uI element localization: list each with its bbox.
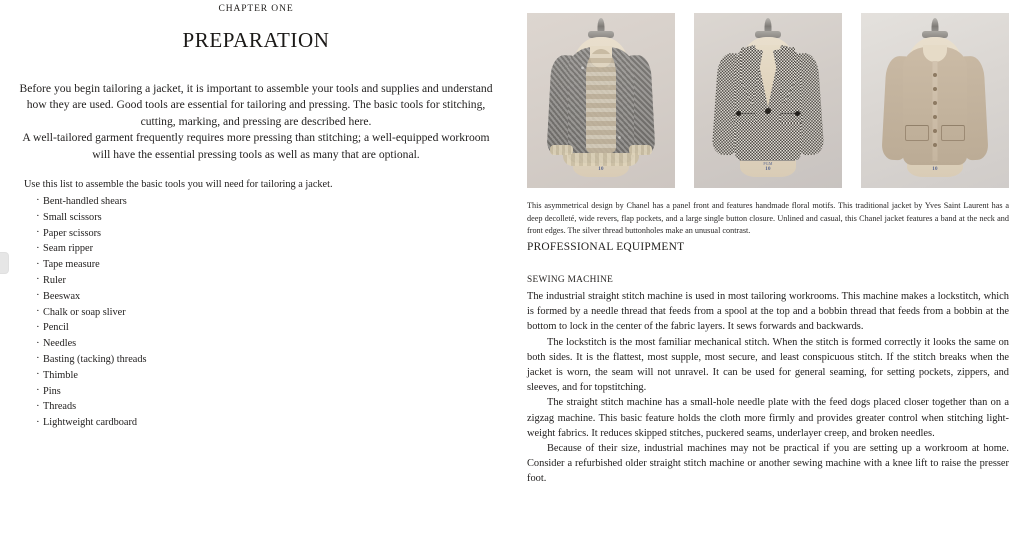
intro-paragraph-1: Before you begin tailoring a jacket, it is important to assemble your tools and supplies and understand how they are used. Good tools are essential for tailoring and pressing. The basic tools for stitching, cutting, marking, and pressing are described here. bbox=[19, 82, 493, 128]
body-paragraph-3: The straight stitch machine has a small-hole needle plate with the feed dogs placed closer together than on a zigzag machine. This basic feature holds the cloth more firmly and provides greater control when stitching light-weight fabrics. It reduces skipped stitches, puckered seams, underlayer creep, and broken needles. bbox=[527, 397, 1009, 439]
garment-patch-pocket-right bbox=[941, 125, 965, 141]
garment-lace-jacket bbox=[549, 47, 653, 163]
body-paragraph-2: The lockstitch is the most familiar mechanical stitch. When the stitch is formed correctly it looks the same on both sides. It is the flattest, most supple, most secure, and least conspicuous stitch. If the stitch breaks when the jacket is worn, the seam will not unravel. It can be used for general seaming, for setting pockets, zippers, and sleeves, and for topstitching. bbox=[527, 336, 1009, 394]
list-item: · Threads bbox=[36, 399, 512, 415]
garment-button bbox=[933, 115, 937, 119]
heading-professional-equipment: PROFESSIONAL EQUIPMENT bbox=[527, 241, 685, 253]
page-title: PREPARATION bbox=[182, 28, 330, 52]
garment-patch-pocket-left bbox=[905, 125, 929, 141]
chapter-label: CHAPTER ONE bbox=[218, 4, 294, 14]
figure-chanel-beige-jacket bbox=[861, 13, 1009, 188]
heading-sewing-machine: SEWING MACHINE bbox=[527, 275, 614, 285]
list-item: · Small scissors bbox=[36, 210, 512, 226]
list-item: · Thimble bbox=[36, 368, 512, 384]
intro-text bbox=[18, 81, 494, 163]
garment-button bbox=[933, 101, 937, 105]
garment-button bbox=[933, 143, 937, 147]
garment-lace-hem bbox=[563, 153, 639, 166]
list-item: · Ruler bbox=[36, 273, 512, 289]
right-column bbox=[512, 0, 1024, 538]
sewing-machine-body bbox=[527, 289, 1009, 487]
garment-cuff-right bbox=[629, 145, 652, 155]
garment-front-button bbox=[765, 108, 771, 114]
garment-cuff-left bbox=[550, 145, 573, 155]
list-item: · Needles bbox=[36, 336, 512, 352]
garment-button bbox=[933, 73, 937, 77]
list-item: · Lightweight cardboard bbox=[36, 415, 512, 431]
dress-form-brand-label: 10 bbox=[932, 166, 938, 172]
figure-chanel-lace-jacket bbox=[527, 13, 675, 188]
list-item: · Pins bbox=[36, 384, 512, 400]
garment-button bbox=[933, 87, 937, 91]
garment-pocket-button-right bbox=[795, 111, 800, 116]
tools-list-lead-in: Use this list to assemble the basic tools you will need for tailoring a jacket. bbox=[24, 178, 333, 190]
edge-scroll-handle[interactable] bbox=[0, 252, 9, 274]
body-paragraph-1: The industrial straight stitch machine is used in most tailoring workrooms. This machine makes a lockstitch, which is formed by a needle thread that feeds from a spool at the top and a bobbin thread that feeds from a bobbin at the bottom to lock in the center of the fabric layers. It sews forwards and backwards. bbox=[527, 291, 1009, 333]
list-item: · Basting (tacking) threads bbox=[36, 352, 512, 368]
body-paragraph-4: Because of their size, industrial machines may not be practical if you are setting up a workroom at home. Consider a refurbished older straight stitch machine or another sewing machine with a knee lift to raise the presser foot. bbox=[527, 443, 1009, 485]
figure-caption: This asymmetrical design by Chanel has a panel front and features handmade floral motifs. This traditional jacket by Yves Saint Laurent has a deep decolleté, wide revers, flap pockets, and a large single button closure. Unlined and casual, this Chanel jacket features a band at the neck and front edges. The silver thread buttonholes make an unusual contrast. bbox=[527, 201, 1009, 236]
list-item: · Bent-handled shears bbox=[36, 194, 512, 210]
dress-form-brand-label: 10 bbox=[598, 166, 604, 172]
garment-beige-jacket bbox=[884, 47, 986, 165]
intro-paragraph-2: A well-tailored garment frequently requires more pressing than stitching; a well-equipped workroom will have the essential pressing tools as well as many that are optional. bbox=[22, 131, 490, 161]
list-item: · Chalk or soap sliver bbox=[36, 305, 512, 321]
garment-pocket-button-left bbox=[736, 111, 741, 116]
garment-lace-panel bbox=[586, 49, 616, 153]
list-item: · Beeswax bbox=[36, 289, 512, 305]
tools-list bbox=[0, 194, 512, 431]
dress-form-brand-label: PGM 10 bbox=[763, 161, 773, 172]
list-item: · Seam ripper bbox=[36, 241, 512, 257]
garment-button bbox=[933, 129, 937, 133]
figure-ysl-houndstooth-blazer bbox=[694, 13, 842, 188]
list-item: · Pencil bbox=[36, 320, 512, 336]
list-item: · Tape measure bbox=[36, 257, 512, 273]
list-item: · Paper scissors bbox=[36, 226, 512, 242]
figure-strip bbox=[527, 13, 1009, 188]
garment-houndstooth-blazer bbox=[715, 45, 821, 161]
